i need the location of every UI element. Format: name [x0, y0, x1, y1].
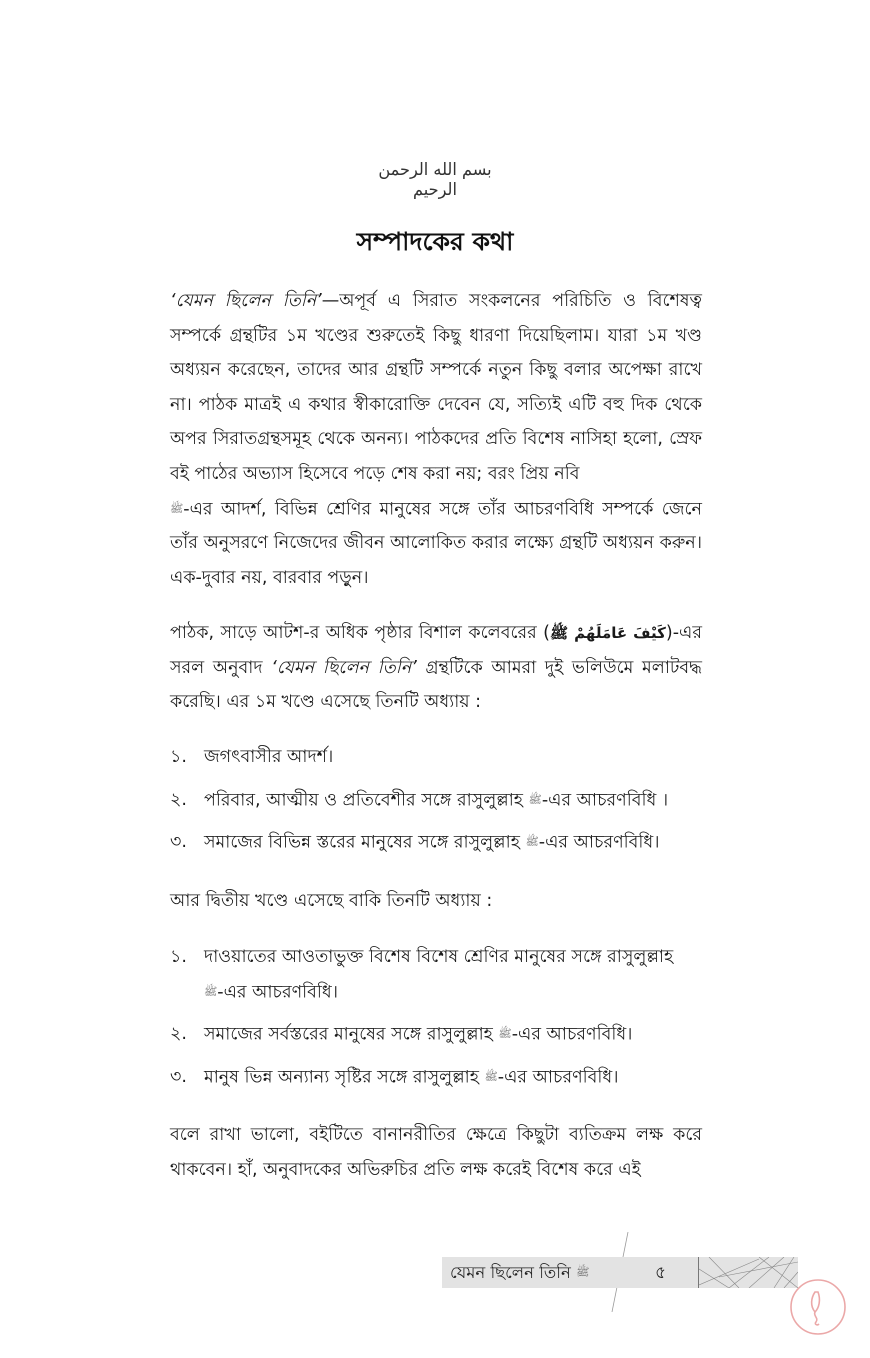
paragraph-1-text-2: -এর আদর্শ, বিভিন্ন শ্রেণির মানুষের সঙ্গে তাঁর আচরণবিধি সম্পর্কে জেনে তাঁর অনুসরণে নিজেদের জীবন আলোকিত করার লক্ষ্যে গ্রন্থটি অধ্যয়ন করুন। এক-দুবার নয়, বারবার পড়ুন। — [170, 498, 702, 589]
list-number: ৩. — [170, 832, 187, 853]
paragraph-1 — [170, 284, 702, 596]
footer-running-head — [442, 1257, 798, 1288]
pbuh-icon: ﷺ — [528, 792, 542, 806]
list-number: ১. — [170, 947, 187, 967]
list-item — [170, 740, 710, 775]
pbuh-icon: ﷺ — [484, 1070, 498, 1084]
book-title-italic: ‘যেমন ছিলেন তিনি’ — [170, 291, 322, 311]
paragraph-2-text-2: )-এর সরল অনুবাদ — [170, 623, 702, 678]
list-item-text: সমাজের সর্বস্তরের মানুষের সঙ্গে রাসুলুল্লাহ — [204, 1024, 499, 1045]
list-item — [170, 783, 710, 818]
footer-line-pattern — [699, 1257, 798, 1288]
page-title: সম্পাদকের কথা — [356, 227, 514, 256]
list-item — [170, 940, 698, 1009]
paragraph-3 — [170, 884, 702, 919]
list-item-text-after: -এর আচরণবিধি। — [497, 1067, 619, 1088]
list-item-text: পরিবার, আত্মীয় ও প্রতিবেশীর সঙ্গে রাসুলুল্লাহ — [204, 789, 529, 810]
list-number: ৩. — [170, 1067, 187, 1088]
paragraph-2 — [170, 616, 702, 720]
paragraph-2-text-3: গ্রন্থটিকে আমরা দুই ভলিউমে মলাটবদ্ধ করেছি। এর ১ম খণ্ডে এসেছে তিনটি অধ্যায় : — [170, 657, 703, 713]
paragraph-3-text: আর দ্বিতীয় খণ্ডে এসেছে বাকি তিনটি অধ্যায় : — [170, 891, 493, 911]
list-item — [170, 825, 710, 860]
arabic-book-name: كَيْفَ عَامَلَهُمْ ﷺ — [549, 624, 666, 642]
list-item-text: সমাজের বিভিন্ন স্তরের মানুষের সঙ্গে রাসুলুল্লাহ — [204, 832, 526, 853]
paragraph-4-text: বলে রাখা ভালো, বইটিতে বানানরীতির ক্ষেত্রে কিছুটা ব্যতিক্রম লক্ষ করে থাকবেন। হাঁ, অনুবাদকের অভিরুচির প্রতি লক্ষ করেই বিশেষ করে এই — [170, 1125, 702, 1180]
bismillah-calligraphy: بسم الله الرحمن الرحيم — [378, 160, 492, 200]
paragraph-4 — [170, 1118, 702, 1187]
watermark-logo-icon — [789, 1278, 847, 1336]
list-number: ২. — [170, 1024, 187, 1045]
list-number: ২. — [170, 789, 187, 810]
list-item-text-after: -এর আচরণবিধি । — [541, 789, 669, 810]
list-item-text: জগৎবাসীর আদর্শ। — [204, 747, 334, 767]
list-item-text-after: -এর আচরণবিধি। — [511, 1024, 633, 1045]
pbuh-icon: ﷺ — [576, 1265, 590, 1279]
pbuh-icon: ﷺ — [170, 501, 184, 515]
volume-2-chapter-list — [170, 940, 698, 1095]
book-title-italic: ‘যেমন ছিলেন তিনি’ — [271, 657, 417, 678]
pbuh-icon: ﷺ — [498, 1027, 512, 1041]
page-number: ৫ — [655, 1263, 667, 1283]
footer-book-title-text: যেমন ছিলেন তিনি — [450, 1263, 571, 1282]
paragraph-1-text: —অপূর্ব এ সিরাত সংকলনের পরিচিতি ও বিশেষত্ব সম্পর্কে গ্রন্থটির ১ম খণ্ডের শুরুতেই কিছু ধারণা দিয়েছিলাম। যারা ১ম খণ্ড অধ্যয়ন করেছেন, তাদের আর গ্রন্থটি সম্পর্কে নতুন কিছু বলার অপেক্ষা রাখে না। পাঠক মাত্রই এ কথার স্বীকারোক্তি দেবেন যে, সত্যিই এটি বহু দিক থেকে অপর সিরাতগ্রন্থসমূহ থেকে অনন্য। পাঠকদের প্রতি বিশেষ নাসিহা হলো, স্রেফ বই পাঠের অভ্যাস হিসেবে পড়ে শেষ করা নয়; বরং প্রিয় নবি — [170, 291, 702, 484]
volume-1-chapter-list — [170, 740, 710, 860]
list-item — [170, 1017, 698, 1052]
list-item-text: দাওয়াতের আওতাভুক্ত বিশেষ বিশেষ শ্রেণির মানুষের সঙ্গে রাসুলুল্লাহ — [204, 947, 674, 967]
pbuh-icon: ﷺ — [525, 835, 539, 849]
list-item-text: মানুষ ভিন্ন অন্যান্য সৃষ্টির সঙ্গে রাসুলুল্লাহ — [204, 1067, 485, 1088]
list-item — [170, 1060, 698, 1095]
footer-book-title — [450, 1260, 589, 1287]
list-number: ১. — [170, 747, 187, 767]
pbuh-icon: ﷺ — [204, 984, 218, 998]
paragraph-2-text-1: পাঠক, সাড়ে আটশ-র অধিক পৃষ্ঠার বিশাল কলেবরের ( — [170, 623, 550, 643]
list-item-text-after: -এর আচরণবিধি। — [217, 981, 338, 1002]
list-item-text-after: -এর আচরণবিধি। — [538, 832, 660, 853]
